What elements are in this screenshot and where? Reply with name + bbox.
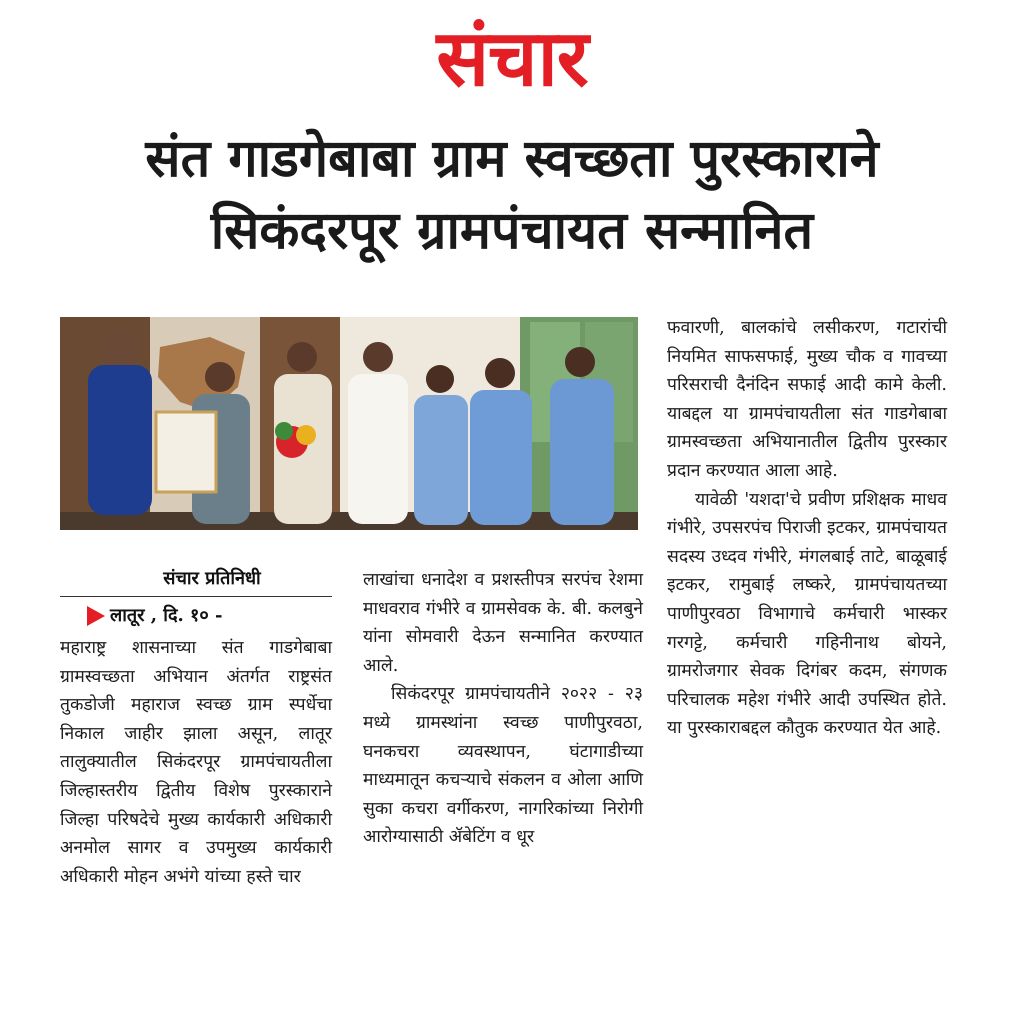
paragraph: फवारणी, बालकांचे लसीकरण, गटारांची नियमित साफसफाई, मुख्य चौक व गावच्या परिसराची दैनंदिन सफाई आदी कामे केली. याबद्दल या ग्रामपंचायतीला संत गाडगेबाबा ग्रामस्वच्छता अभियानातील द्वितीय पुरस्कार प्रदान करण्यात आला आहे. [667,318,947,481]
paragraph: यावेळी 'यशदा'चे प्रवीण प्रशिक्षक माधव गंभीरे, उपसरपंच पिराजी इटकर, ग्रामपंचायत सदस्य उध्दव गंभीरे, मंगलबाई ताटे, बाळूबाई इटकर, रामुबाई लष्करे, ग्रामपंचायतच्या पाणीपुरवठा विभागाचे कर्मचारी भास्कर गरगट्टे, कर्मचारी गहिनीनाथ बोयने, ग्रामरोजगार सेवक दिगंबर कदम, संगणक परिचालक महेश गंभीरे आदी उपस्थित होते. या पुरस्काराबद्दल कौतुक करण्यात येत आहे. [667,489,947,739]
headline-line-2: सिकंदरपूर ग्रामपंचायत सन्मानित [210,200,814,261]
headline-line-1: संत गाडगेबाबा ग्राम स्वच्छता पुरस्काराने [145,128,879,189]
paragraph: महाराष्ट्र शासनाच्या संत गाडगेबाबा ग्रामस्वच्छता अभियान अंतर्गत राष्ट्रसंत तुकडोजी महाराज स्वच्छ ग्राम स्पर्धेचा निकाल जाहीर झाला असून, लातूर तालुक्यातील सिकंदरपूर ग्रामपंचायतीला जिल्हास्तरीय द्वितीय विशेष पुरस्काराने जिल्हा परिषदेचे मुख्य कार्यकारी अधिकारी अनमोल सागर व उपमुख्य कार्यकारी अधिकारी मोहन अभंगे यांच्या हस्ते चार [60,638,332,887]
dateline [86,603,336,627]
paragraph: लाखांचा धनादेश व प्रशस्तीपत्र सरपंच रेशमा माधवराव गंभीरे व ग्रामसेवक के. बी. कलबुने यांना सोमवारी देऊन सन्मानित करण्यात आले. [363,570,643,676]
award-ceremony-photo [60,317,638,530]
article-column-3 [667,314,947,743]
byline: संचार प्रतिनिधी [163,568,261,589]
byline-divider [60,596,332,597]
paragraph: सिकंदरपूर ग्रामपंचायतीने २०२२ - २३ मध्ये ग्रामस्थांना स्वच्छ पाणीपुरवठा, घनकचरा व्यवस्थापन, घंटागाडीच्या माध्यमातून कचऱ्याचे संकलन व ओला आणि सुका कचरा वर्गीकरण, नागरिकांच्या निरोगी आरोग्यासाठी ॲबेटिंग व धूर [363,684,643,848]
article-column-2 [363,566,643,852]
dateline-text: लातूर , दि. १० - [110,605,223,626]
article-column-1 [60,634,332,891]
newspaper-masthead: संचार [436,14,588,104]
